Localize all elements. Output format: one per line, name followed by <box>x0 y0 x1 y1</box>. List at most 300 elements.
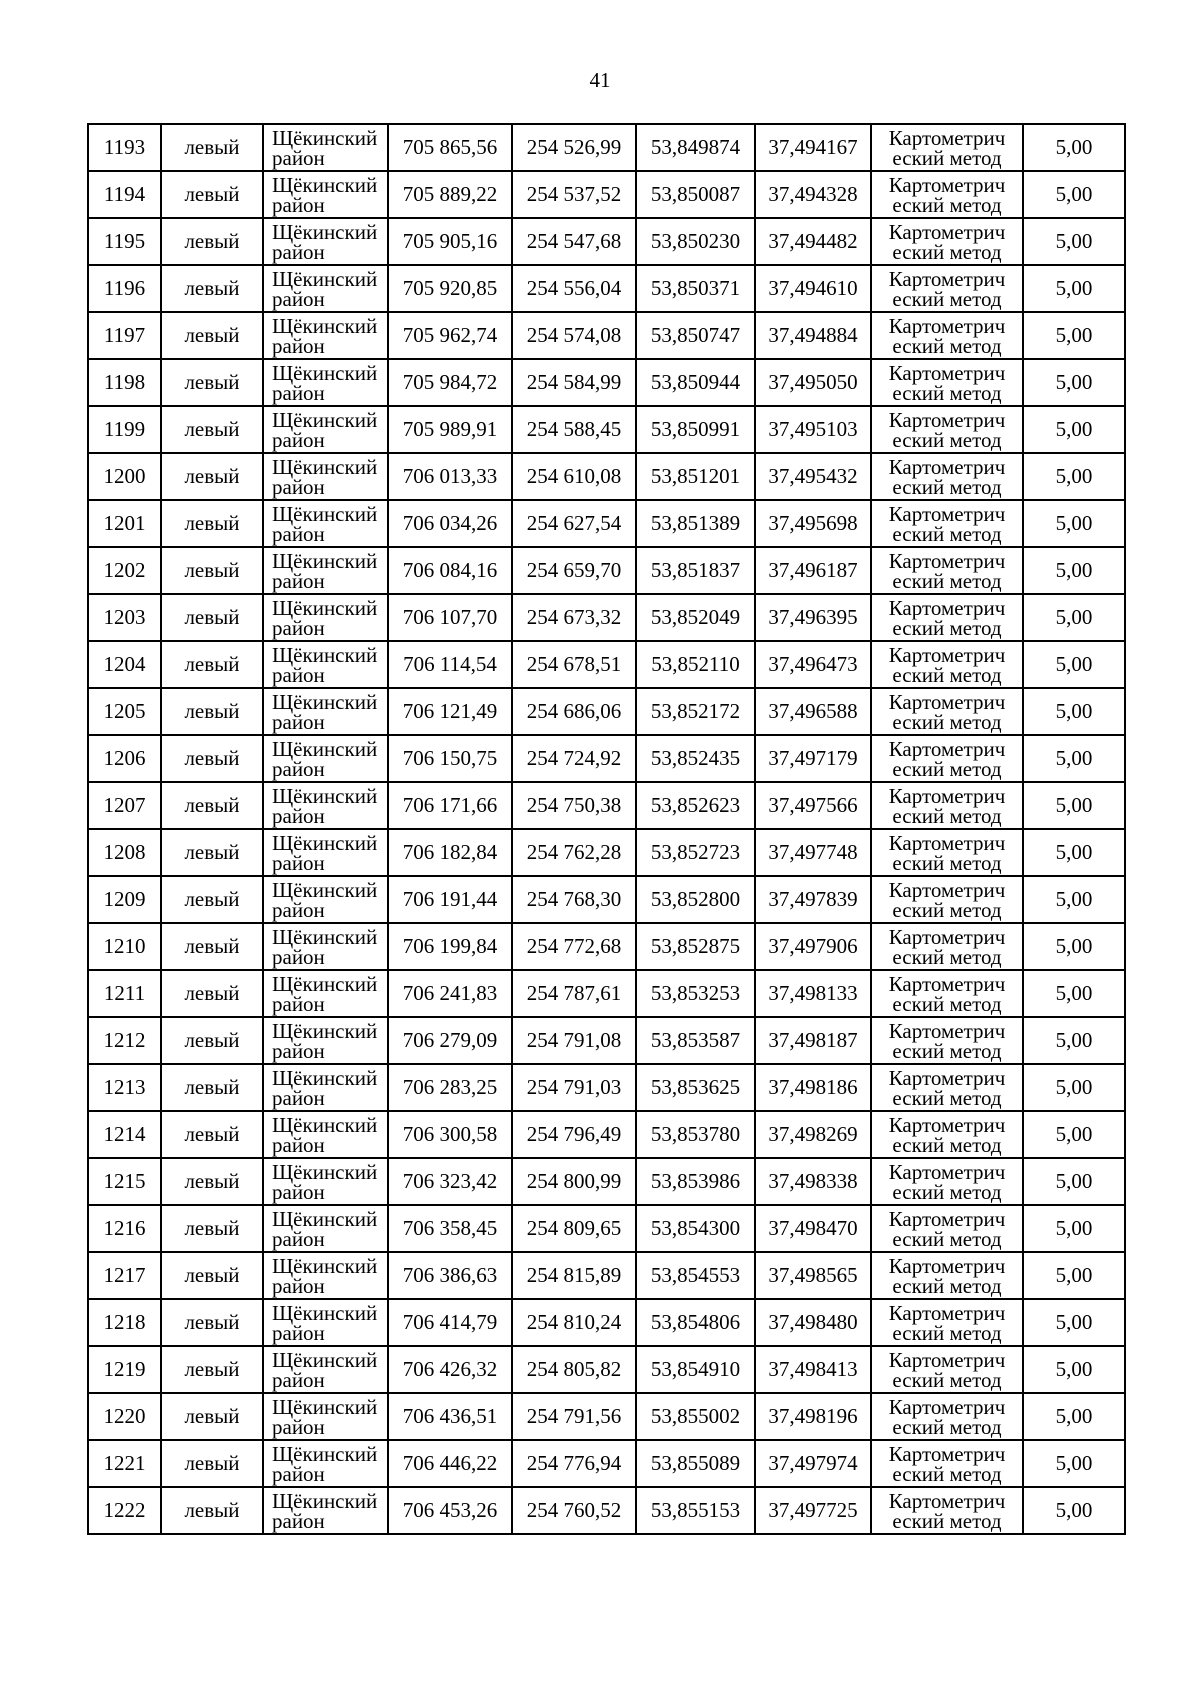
district-cell <box>263 1017 388 1064</box>
district-cell-line2: район <box>272 568 325 593</box>
bank-side-cell: левый <box>161 1252 263 1299</box>
point-number-cell: 1201 <box>88 500 161 547</box>
district-cell-line2: район <box>272 380 325 405</box>
longitude-cell: 37,498480 <box>755 1299 871 1346</box>
district-cell-line2: район <box>272 662 325 687</box>
bank-side-cell: левый <box>161 1299 263 1346</box>
method-cell-line1: Картометрич <box>888 1347 1006 1372</box>
point-number-cell: 1210 <box>88 923 161 970</box>
accuracy-cell: 5,00 <box>1023 1393 1125 1440</box>
accuracy-cell: 5,00 <box>1023 1017 1125 1064</box>
table-row <box>88 782 1125 829</box>
method-cell <box>871 1017 1023 1064</box>
method-cell-line1: Картометрич <box>888 266 1006 291</box>
point-number-cell: 1211 <box>88 970 161 1017</box>
method-cell-line2: еский метод <box>892 662 1002 687</box>
district-cell-line2: район <box>272 615 325 640</box>
bank-side-cell: левый <box>161 500 263 547</box>
latitude-cell: 53,855002 <box>636 1393 755 1440</box>
y-coordinate-cell: 254 526,99 <box>512 124 636 171</box>
point-number-cell: 1212 <box>88 1017 161 1064</box>
y-coordinate-cell: 254 574,08 <box>512 312 636 359</box>
x-coordinate-cell: 705 905,16 <box>388 218 512 265</box>
method-cell <box>871 453 1023 500</box>
point-number-cell: 1200 <box>88 453 161 500</box>
latitude-cell: 53,854910 <box>636 1346 755 1393</box>
longitude-cell: 37,496395 <box>755 594 871 641</box>
longitude-cell: 37,497725 <box>755 1487 871 1534</box>
table-row <box>88 1017 1125 1064</box>
point-number-cell: 1209 <box>88 876 161 923</box>
table-row <box>88 124 1125 171</box>
bank-side-cell: левый <box>161 312 263 359</box>
accuracy-cell: 5,00 <box>1023 970 1125 1017</box>
district-cell <box>263 1440 388 1487</box>
y-coordinate-cell: 254 584,99 <box>512 359 636 406</box>
district-cell-line2: район <box>272 1414 325 1439</box>
x-coordinate-cell: 706 114,54 <box>388 641 512 688</box>
table-row <box>88 1487 1125 1534</box>
method-cell-line2: еский метод <box>892 192 1002 217</box>
district-cell-line1: Щёкинский <box>272 548 378 573</box>
accuracy-cell: 5,00 <box>1023 1299 1125 1346</box>
table-row <box>88 1205 1125 1252</box>
accuracy-cell: 5,00 <box>1023 1064 1125 1111</box>
latitude-cell: 53,850371 <box>636 265 755 312</box>
y-coordinate-cell: 254 673,32 <box>512 594 636 641</box>
longitude-cell: 37,494328 <box>755 171 871 218</box>
method-cell-line2: еский метод <box>892 1226 1002 1251</box>
latitude-cell: 53,853253 <box>636 970 755 1017</box>
x-coordinate-cell: 706 171,66 <box>388 782 512 829</box>
district-cell <box>263 1346 388 1393</box>
district-cell <box>263 970 388 1017</box>
district-cell-line2: район <box>272 521 325 546</box>
y-coordinate-cell: 254 547,68 <box>512 218 636 265</box>
district-cell <box>263 1393 388 1440</box>
longitude-cell: 37,496187 <box>755 547 871 594</box>
district-cell-line1: Щёкинский <box>272 1065 378 1090</box>
x-coordinate-cell: 706 453,26 <box>388 1487 512 1534</box>
district-cell-line1: Щёкинский <box>272 736 378 761</box>
x-coordinate-cell: 705 962,74 <box>388 312 512 359</box>
longitude-cell: 37,496588 <box>755 688 871 735</box>
bank-side-cell: левый <box>161 406 263 453</box>
district-cell-line2: район <box>272 756 325 781</box>
method-cell-line1: Картометрич <box>888 1018 1006 1043</box>
point-number-cell: 1219 <box>88 1346 161 1393</box>
district-cell-line2: район <box>272 145 325 170</box>
method-cell-line2: еский метод <box>892 380 1002 405</box>
latitude-cell: 53,850087 <box>636 171 755 218</box>
bank-side-cell: левый <box>161 1158 263 1205</box>
method-cell-line2: еский метод <box>892 427 1002 452</box>
y-coordinate-cell: 254 588,45 <box>512 406 636 453</box>
method-cell <box>871 641 1023 688</box>
district-cell-line1: Щёкинский <box>272 1112 378 1137</box>
bank-side-cell: левый <box>161 453 263 500</box>
table-row <box>88 876 1125 923</box>
method-cell-line1: Картометрич <box>888 971 1006 996</box>
table-row <box>88 500 1125 547</box>
district-cell <box>263 124 388 171</box>
longitude-cell: 37,494167 <box>755 124 871 171</box>
longitude-cell: 37,498187 <box>755 1017 871 1064</box>
accuracy-cell: 5,00 <box>1023 1346 1125 1393</box>
longitude-cell: 37,495432 <box>755 453 871 500</box>
x-coordinate-cell: 706 107,70 <box>388 594 512 641</box>
method-cell-line1: Картометрич <box>888 1206 1006 1231</box>
point-number-cell: 1217 <box>88 1252 161 1299</box>
method-cell-line2: еский метод <box>892 803 1002 828</box>
x-coordinate-cell: 706 300,58 <box>388 1111 512 1158</box>
y-coordinate-cell: 254 760,52 <box>512 1487 636 1534</box>
table-row <box>88 688 1125 735</box>
district-cell-line1: Щёкинский <box>272 783 378 808</box>
method-cell-line1: Картометрич <box>888 407 1006 432</box>
longitude-cell: 37,498269 <box>755 1111 871 1158</box>
district-cell-line1: Щёкинский <box>272 642 378 667</box>
x-coordinate-cell: 706 013,33 <box>388 453 512 500</box>
x-coordinate-cell: 706 426,32 <box>388 1346 512 1393</box>
method-cell-line2: еский метод <box>892 850 1002 875</box>
method-cell-line1: Картометрич <box>888 736 1006 761</box>
district-cell-line2: район <box>272 1320 325 1345</box>
district-cell-line2: район <box>272 192 325 217</box>
method-cell-line1: Картометрич <box>888 783 1006 808</box>
accuracy-cell: 5,00 <box>1023 359 1125 406</box>
method-cell <box>871 1393 1023 1440</box>
y-coordinate-cell: 254 627,54 <box>512 500 636 547</box>
bank-side-cell: левый <box>161 641 263 688</box>
latitude-cell: 53,852623 <box>636 782 755 829</box>
method-cell <box>871 829 1023 876</box>
method-cell-line2: еский метод <box>892 1508 1002 1533</box>
district-cell-line2: район <box>272 1508 325 1533</box>
accuracy-cell: 5,00 <box>1023 406 1125 453</box>
latitude-cell: 53,852723 <box>636 829 755 876</box>
method-cell-line2: еский метод <box>892 1414 1002 1439</box>
bank-side-cell: левый <box>161 829 263 876</box>
method-cell-line1: Картометрич <box>888 501 1006 526</box>
table-row <box>88 970 1125 1017</box>
y-coordinate-cell: 254 659,70 <box>512 547 636 594</box>
district-cell <box>263 735 388 782</box>
longitude-cell: 37,498133 <box>755 970 871 1017</box>
longitude-cell: 37,498413 <box>755 1346 871 1393</box>
latitude-cell: 53,850230 <box>636 218 755 265</box>
method-cell <box>871 1346 1023 1393</box>
bank-side-cell: левый <box>161 876 263 923</box>
method-cell-line1: Картометрич <box>888 1159 1006 1184</box>
accuracy-cell: 5,00 <box>1023 500 1125 547</box>
district-cell <box>263 876 388 923</box>
district-cell <box>263 265 388 312</box>
district-cell-line2: район <box>272 1367 325 1392</box>
longitude-cell: 37,497179 <box>755 735 871 782</box>
latitude-cell: 53,852049 <box>636 594 755 641</box>
point-number-cell: 1194 <box>88 171 161 218</box>
y-coordinate-cell: 254 762,28 <box>512 829 636 876</box>
method-cell <box>871 1440 1023 1487</box>
point-number-cell: 1195 <box>88 218 161 265</box>
district-cell-line1: Щёкинский <box>272 219 378 244</box>
table-row <box>88 1346 1125 1393</box>
district-cell <box>263 782 388 829</box>
point-number-cell: 1193 <box>88 124 161 171</box>
district-cell-line2: район <box>272 991 325 1016</box>
x-coordinate-cell: 706 283,25 <box>388 1064 512 1111</box>
latitude-cell: 53,851389 <box>636 500 755 547</box>
point-number-cell: 1204 <box>88 641 161 688</box>
district-cell-line2: район <box>272 1085 325 1110</box>
x-coordinate-cell: 705 984,72 <box>388 359 512 406</box>
longitude-cell: 37,497748 <box>755 829 871 876</box>
method-cell-line2: еский метод <box>892 709 1002 734</box>
method-cell-line2: еский метод <box>892 1367 1002 1392</box>
latitude-cell: 53,849874 <box>636 124 755 171</box>
method-cell <box>871 218 1023 265</box>
method-cell-line2: еский метод <box>892 239 1002 264</box>
method-cell <box>871 1487 1023 1534</box>
method-cell-line1: Картометрич <box>888 1394 1006 1419</box>
y-coordinate-cell: 254 791,56 <box>512 1393 636 1440</box>
method-cell-line1: Картометрич <box>888 1300 1006 1325</box>
method-cell <box>871 124 1023 171</box>
latitude-cell: 53,850747 <box>636 312 755 359</box>
bank-side-cell: левый <box>161 171 263 218</box>
table-row <box>88 923 1125 970</box>
district-cell-line1: Щёкинский <box>272 1441 378 1466</box>
x-coordinate-cell: 706 199,84 <box>388 923 512 970</box>
point-number-cell: 1208 <box>88 829 161 876</box>
longitude-cell: 37,497566 <box>755 782 871 829</box>
x-coordinate-cell: 706 191,44 <box>388 876 512 923</box>
district-cell <box>263 406 388 453</box>
point-number-cell: 1218 <box>88 1299 161 1346</box>
accuracy-cell: 5,00 <box>1023 1252 1125 1299</box>
bank-side-cell: левый <box>161 1064 263 1111</box>
latitude-cell: 53,853625 <box>636 1064 755 1111</box>
latitude-cell: 53,851201 <box>636 453 755 500</box>
y-coordinate-cell: 254 796,49 <box>512 1111 636 1158</box>
bank-side-cell: левый <box>161 1205 263 1252</box>
y-coordinate-cell: 254 610,08 <box>512 453 636 500</box>
x-coordinate-cell: 706 414,79 <box>388 1299 512 1346</box>
bank-side-cell: левый <box>161 782 263 829</box>
district-cell-line2: район <box>272 1038 325 1063</box>
method-cell-line1: Картометрич <box>888 830 1006 855</box>
method-cell-line2: еский метод <box>892 1179 1002 1204</box>
y-coordinate-cell: 254 800,99 <box>512 1158 636 1205</box>
point-number-cell: 1222 <box>88 1487 161 1534</box>
point-number-cell: 1216 <box>88 1205 161 1252</box>
method-cell-line1: Картометрич <box>888 1065 1006 1090</box>
table-row <box>88 1158 1125 1205</box>
table-row <box>88 829 1125 876</box>
x-coordinate-cell: 705 920,85 <box>388 265 512 312</box>
y-coordinate-cell: 254 556,04 <box>512 265 636 312</box>
method-cell-line1: Картометрич <box>888 172 1006 197</box>
district-cell-line2: район <box>272 239 325 264</box>
x-coordinate-cell: 706 034,26 <box>388 500 512 547</box>
table-row <box>88 265 1125 312</box>
district-cell-line1: Щёкинский <box>272 830 378 855</box>
bank-side-cell: левый <box>161 735 263 782</box>
district-cell-line2: район <box>272 803 325 828</box>
district-cell-line2: район <box>272 1179 325 1204</box>
longitude-cell: 37,495698 <box>755 500 871 547</box>
longitude-cell: 37,497974 <box>755 1440 871 1487</box>
y-coordinate-cell: 254 810,24 <box>512 1299 636 1346</box>
bank-side-cell: левый <box>161 923 263 970</box>
method-cell-line2: еский метод <box>892 615 1002 640</box>
district-cell <box>263 547 388 594</box>
method-cell <box>871 1064 1023 1111</box>
method-cell <box>871 265 1023 312</box>
method-cell-line2: еский метод <box>892 568 1002 593</box>
longitude-cell: 37,494884 <box>755 312 871 359</box>
method-cell-line2: еский метод <box>892 1273 1002 1298</box>
district-cell-line1: Щёкинский <box>272 125 378 150</box>
method-cell-line1: Картометрич <box>888 924 1006 949</box>
district-cell-line1: Щёкинский <box>272 1253 378 1278</box>
table-row <box>88 171 1125 218</box>
page-number: 41 <box>589 68 611 92</box>
method-cell-line1: Картометрич <box>888 595 1006 620</box>
district-cell <box>263 1064 388 1111</box>
district-cell-line1: Щёкинский <box>272 1347 378 1372</box>
x-coordinate-cell: 705 889,22 <box>388 171 512 218</box>
district-cell-line1: Щёкинский <box>272 313 378 338</box>
bank-side-cell: левый <box>161 1111 263 1158</box>
point-number-cell: 1207 <box>88 782 161 829</box>
method-cell-line2: еский метод <box>892 145 1002 170</box>
table-row <box>88 1111 1125 1158</box>
district-cell-line1: Щёкинский <box>272 1018 378 1043</box>
longitude-cell: 37,498196 <box>755 1393 871 1440</box>
longitude-cell: 37,496473 <box>755 641 871 688</box>
x-coordinate-cell: 706 084,16 <box>388 547 512 594</box>
latitude-cell: 53,852435 <box>636 735 755 782</box>
district-cell-line2: район <box>272 1132 325 1157</box>
method-cell <box>871 782 1023 829</box>
method-cell <box>871 1158 1023 1205</box>
bank-side-cell: левый <box>161 594 263 641</box>
table-row <box>88 406 1125 453</box>
bank-side-cell: левый <box>161 265 263 312</box>
latitude-cell: 53,852172 <box>636 688 755 735</box>
district-cell <box>263 1111 388 1158</box>
method-cell-line1: Картометрич <box>888 1253 1006 1278</box>
method-cell-line2: еский метод <box>892 286 1002 311</box>
district-cell <box>263 1252 388 1299</box>
accuracy-cell: 5,00 <box>1023 265 1125 312</box>
accuracy-cell: 5,00 <box>1023 1158 1125 1205</box>
table-row <box>88 359 1125 406</box>
x-coordinate-cell: 706 241,83 <box>388 970 512 1017</box>
latitude-cell: 53,852110 <box>636 641 755 688</box>
y-coordinate-cell: 254 776,94 <box>512 1440 636 1487</box>
district-cell-line1: Щёкинский <box>272 266 378 291</box>
longitude-cell: 37,497839 <box>755 876 871 923</box>
table-row <box>88 594 1125 641</box>
accuracy-cell: 5,00 <box>1023 923 1125 970</box>
accuracy-cell: 5,00 <box>1023 1111 1125 1158</box>
accuracy-cell: 5,00 <box>1023 124 1125 171</box>
longitude-cell: 37,498565 <box>755 1252 871 1299</box>
method-cell <box>871 688 1023 735</box>
bank-side-cell: левый <box>161 1393 263 1440</box>
longitude-cell: 37,494610 <box>755 265 871 312</box>
method-cell <box>871 500 1023 547</box>
district-cell <box>263 1487 388 1534</box>
bank-side-cell: левый <box>161 1346 263 1393</box>
method-cell-line1: Картометрич <box>888 1441 1006 1466</box>
district-cell-line1: Щёкинский <box>272 877 378 902</box>
x-coordinate-cell: 705 989,91 <box>388 406 512 453</box>
table-row <box>88 641 1125 688</box>
district-cell-line2: район <box>272 1461 325 1486</box>
table-row <box>88 1252 1125 1299</box>
method-cell <box>871 1252 1023 1299</box>
method-cell <box>871 594 1023 641</box>
district-cell-line2: район <box>272 944 325 969</box>
method-cell-line1: Картометрич <box>888 689 1006 714</box>
accuracy-cell: 5,00 <box>1023 1205 1125 1252</box>
latitude-cell: 53,855153 <box>636 1487 755 1534</box>
x-coordinate-cell: 706 436,51 <box>388 1393 512 1440</box>
accuracy-cell: 5,00 <box>1023 594 1125 641</box>
district-cell <box>263 923 388 970</box>
point-number-cell: 1205 <box>88 688 161 735</box>
longitude-cell: 37,497906 <box>755 923 871 970</box>
x-coordinate-cell: 706 279,09 <box>388 1017 512 1064</box>
point-number-cell: 1203 <box>88 594 161 641</box>
point-number-cell: 1214 <box>88 1111 161 1158</box>
point-number-cell: 1198 <box>88 359 161 406</box>
method-cell <box>871 547 1023 594</box>
point-number-cell: 1221 <box>88 1440 161 1487</box>
method-cell <box>871 312 1023 359</box>
table-row <box>88 312 1125 359</box>
latitude-cell: 53,854300 <box>636 1205 755 1252</box>
method-cell-line1: Картометрич <box>888 313 1006 338</box>
x-coordinate-cell: 705 865,56 <box>388 124 512 171</box>
bank-side-cell: левый <box>161 1017 263 1064</box>
accuracy-cell: 5,00 <box>1023 453 1125 500</box>
method-cell-line2: еский метод <box>892 991 1002 1016</box>
district-cell <box>263 171 388 218</box>
district-cell-line1: Щёкинский <box>272 971 378 996</box>
method-cell <box>871 876 1023 923</box>
bank-side-cell: левый <box>161 124 263 171</box>
district-cell-line1: Щёкинский <box>272 1488 378 1513</box>
longitude-cell: 37,498470 <box>755 1205 871 1252</box>
latitude-cell: 53,854553 <box>636 1252 755 1299</box>
y-coordinate-cell: 254 750,38 <box>512 782 636 829</box>
accuracy-cell: 5,00 <box>1023 171 1125 218</box>
y-coordinate-cell: 254 815,89 <box>512 1252 636 1299</box>
district-cell-line2: район <box>272 286 325 311</box>
latitude-cell: 53,853780 <box>636 1111 755 1158</box>
latitude-cell: 53,850944 <box>636 359 755 406</box>
method-cell-line2: еский метод <box>892 1461 1002 1486</box>
bank-side-cell: левый <box>161 1440 263 1487</box>
district-cell-line2: район <box>272 474 325 499</box>
table-row <box>88 1393 1125 1440</box>
y-coordinate-cell: 254 805,82 <box>512 1346 636 1393</box>
